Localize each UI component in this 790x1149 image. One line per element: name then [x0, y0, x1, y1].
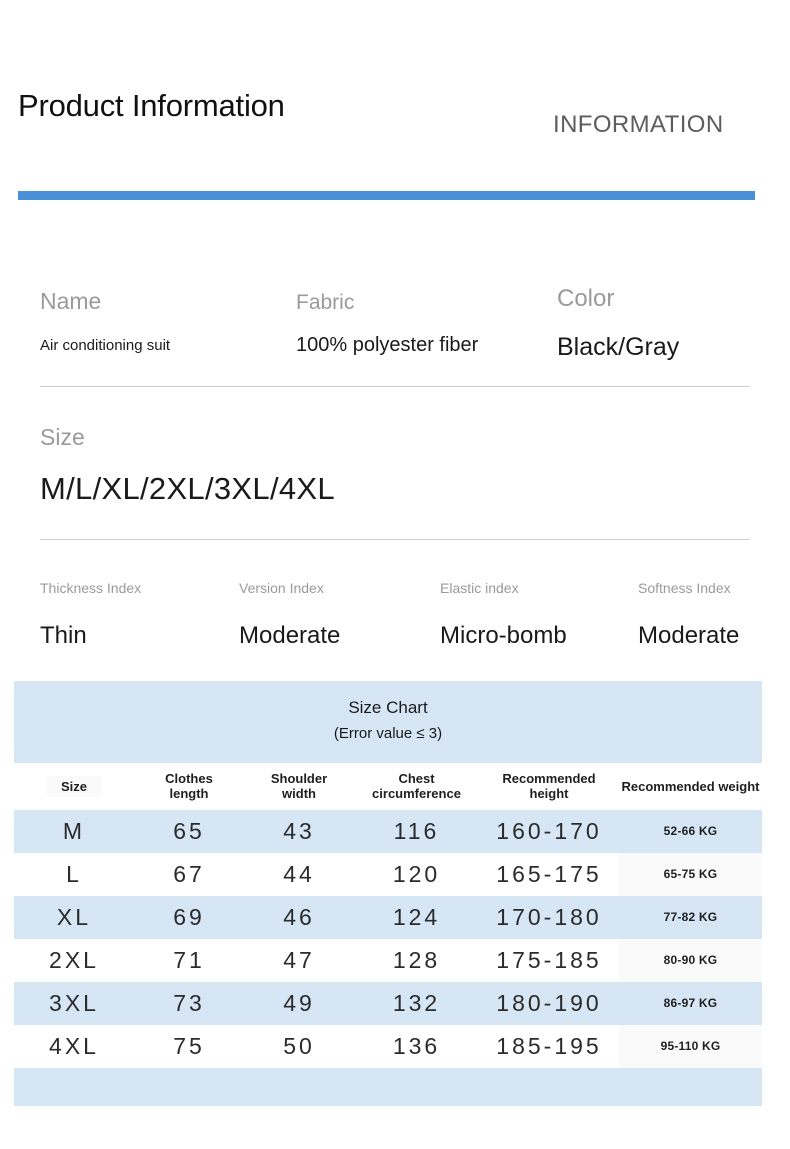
column-header-recommended-weight-text: Recommended weight [621, 778, 760, 794]
spec-color-value: Black/Gray [557, 333, 680, 361]
column-header-clothes-length-line1: Clothes [165, 771, 213, 786]
cell-clothes-length: 69 [134, 896, 244, 939]
spec-name-label: Name [40, 288, 102, 314]
column-header-clothes-length [134, 763, 244, 810]
cell-recommended-height: 180-190 [479, 982, 619, 1025]
table-row [14, 896, 762, 939]
spec-size-label: Size [40, 424, 85, 450]
spec-softness-index-value: Moderate [638, 622, 740, 649]
size-chart-error-note: (Error value ≤ 3) [333, 725, 443, 742]
table-row [14, 982, 762, 1025]
cell-chest-circumference: 116 [354, 810, 479, 853]
cell-shoulder-width: 44 [244, 853, 354, 896]
size-chart-body [14, 810, 762, 1068]
cell-recommended-weight: 80-90 KG [619, 939, 762, 982]
spec-thickness-index [40, 580, 141, 650]
spec-row-size [0, 424, 790, 524]
cell-size: 4XL [14, 1025, 134, 1068]
spec-row-indices [0, 580, 790, 670]
cell-recommended-weight: 52-66 KG [619, 810, 762, 853]
size-chart-banner [14, 681, 762, 763]
cell-chest-circumference: 124 [354, 896, 479, 939]
table-header-row [14, 763, 762, 810]
cell-recommended-weight: 86-97 KG [619, 982, 762, 1025]
spec-fabric-label: Fabric [296, 291, 355, 314]
table-row [14, 939, 762, 982]
divider-after-basic [40, 386, 750, 387]
spec-size-value: M/L/XL/2XL/3XL/4XL [40, 471, 335, 506]
spec-thickness-index-value: Thin [40, 622, 87, 649]
size-chart [14, 681, 762, 1106]
spec-elastic-index [440, 580, 567, 650]
column-header-shoulder-width-line1: Shoulder [270, 771, 328, 786]
column-header-chest-circumference [354, 763, 479, 810]
spec-elastic-index-value: Micro-bomb [440, 622, 567, 649]
column-header-chest-circumference-line1: Chest [398, 771, 435, 786]
spec-softness-index [638, 580, 739, 650]
spec-version-index-value: Moderate [239, 622, 341, 649]
header-accent-rule [18, 191, 755, 200]
column-header-recommended-weight [619, 763, 762, 810]
cell-clothes-length: 65 [134, 810, 244, 853]
cell-shoulder-width: 50 [244, 1025, 354, 1068]
spec-color [557, 285, 679, 362]
cell-recommended-height: 170-180 [479, 896, 619, 939]
cell-clothes-length: 73 [134, 982, 244, 1025]
cell-recommended-weight: 65-75 KG [619, 853, 762, 896]
size-chart-footer-band [14, 1068, 762, 1106]
cell-chest-circumference: 120 [354, 853, 479, 896]
cell-size: M [14, 810, 134, 853]
cell-shoulder-width: 47 [244, 939, 354, 982]
divider-after-size [40, 539, 750, 540]
column-header-shoulder-width-line2: width [282, 786, 316, 801]
column-header-shoulder-width [244, 763, 354, 810]
spec-version-index-label: Version Index [239, 580, 324, 596]
cell-shoulder-width: 43 [244, 810, 354, 853]
cell-recommended-height: 175-185 [479, 939, 619, 982]
table-row [14, 853, 762, 896]
cell-recommended-height: 160-170 [479, 810, 619, 853]
column-header-size [14, 763, 134, 810]
cell-recommended-height: 165-175 [479, 853, 619, 896]
table-row [14, 1025, 762, 1068]
cell-recommended-weight: 77-82 KG [619, 896, 762, 939]
cell-clothes-length: 71 [134, 939, 244, 982]
spec-version-index [239, 580, 340, 650]
size-chart-table [14, 763, 762, 1068]
spec-fabric-value: 100% polyester fiber [296, 334, 479, 356]
cell-chest-circumference: 128 [354, 939, 479, 982]
spec-name-value: Air conditioning suit [40, 337, 171, 354]
column-header-recommended-height-line2: height [529, 786, 569, 801]
cell-recommended-height: 185-195 [479, 1025, 619, 1068]
cell-shoulder-width: 49 [244, 982, 354, 1025]
column-header-recommended-height [479, 763, 619, 810]
cell-size: XL [14, 896, 134, 939]
spec-color-label: Color [557, 285, 615, 312]
column-header-recommended-height-line1: Recommended [502, 771, 596, 786]
column-header-size-text: Size [47, 776, 101, 797]
column-header-chest-circumference-line2: circumference [372, 786, 461, 801]
cell-size: L [14, 853, 134, 896]
page-title: Product Information [18, 88, 285, 123]
spec-name [40, 288, 170, 354]
cell-size: 2XL [14, 939, 134, 982]
page-subtitle: INFORMATION [553, 111, 724, 138]
table-row [14, 810, 762, 853]
cell-clothes-length: 75 [134, 1025, 244, 1068]
page-header [0, 88, 790, 158]
spec-size [40, 424, 335, 507]
spec-elastic-index-label: Elastic index [440, 580, 519, 596]
spec-softness-index-label: Softness Index [638, 580, 731, 596]
cell-chest-circumference: 132 [354, 982, 479, 1025]
cell-clothes-length: 67 [134, 853, 244, 896]
spec-thickness-index-label: Thickness Index [40, 580, 142, 596]
spec-fabric [296, 291, 478, 357]
cell-shoulder-width: 46 [244, 896, 354, 939]
column-header-clothes-length-line2: length [169, 786, 209, 801]
size-chart-title: Size Chart [348, 698, 428, 717]
cell-size: 3XL [14, 982, 134, 1025]
cell-chest-circumference: 136 [354, 1025, 479, 1068]
spec-row-basic [0, 285, 790, 378]
cell-recommended-weight: 95-110 KG [619, 1025, 762, 1068]
